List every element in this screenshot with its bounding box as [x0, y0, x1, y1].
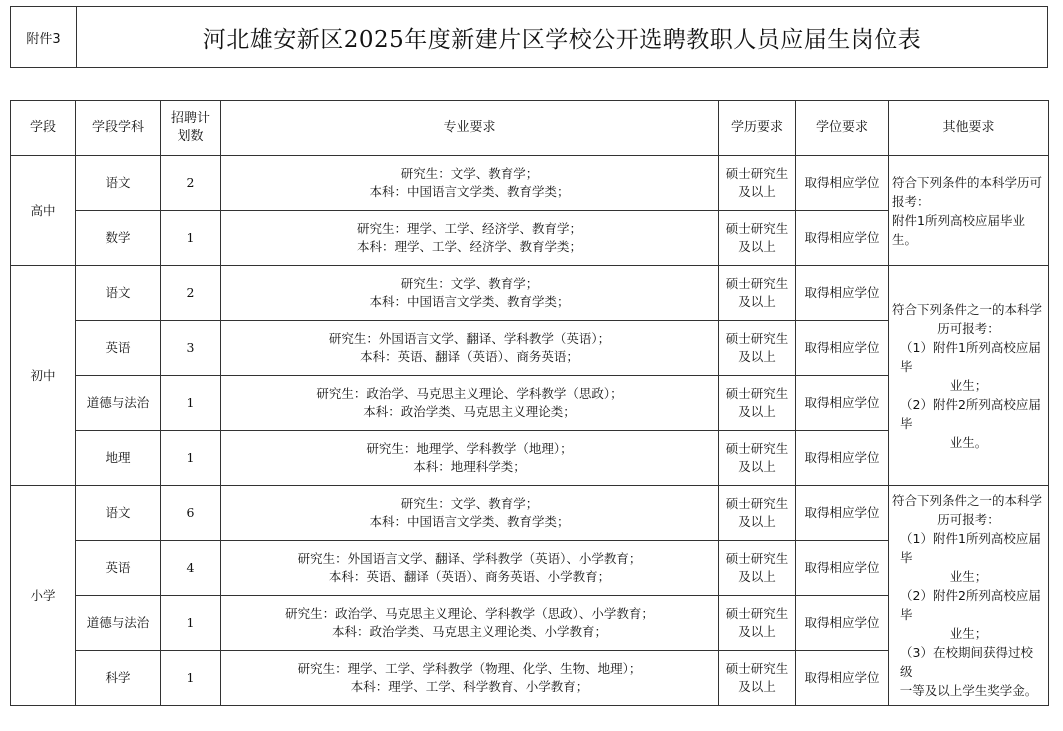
degree-cell: 取得相应学位 [796, 211, 889, 266]
major-undergraduate: 本科：英语、翻译（英语）、商务英语； [360, 349, 579, 364]
degree-cell: 取得相应学位 [796, 156, 889, 211]
count-cell: 1 [161, 596, 221, 651]
other-requirement-line: 业生； [949, 569, 988, 584]
other-requirement-line: 符合下列条件之一的本科学 [892, 301, 1043, 317]
other-requirement-line: （2）附件2所列高校应届毕 [900, 588, 1041, 622]
other-requirement-line: 符合下列条件的本科学历可 [892, 174, 1043, 190]
major-graduate: 研究生：政治学、马克思主义理论、学科教学（思政）、小学教育； [285, 606, 654, 621]
column-header: 学历要求 [719, 101, 796, 156]
other-requirements-cell [889, 266, 1049, 486]
major-undergraduate: 本科：中国语言文学类、教育学类； [369, 184, 570, 199]
stage-cell: 初中 [11, 266, 76, 486]
column-header: 专业要求 [221, 101, 719, 156]
major-cell [221, 376, 719, 431]
education-cell: 硕士研究生及以上 [719, 321, 796, 376]
major-graduate: 研究生：外国语言文学、翻译、学科教学（英语）； [328, 331, 611, 346]
major-cell [221, 541, 719, 596]
subject-cell: 语文 [76, 486, 161, 541]
major-graduate: 研究生：文学、教育学； [400, 166, 539, 181]
other-requirement-line: （2）附件2所列高校应届毕 [900, 396, 1041, 431]
stage-cell: 小学 [11, 486, 76, 706]
page-title: 河北雄安新区2025年度新建片区学校公开选聘教职人员应届生岗位表 [202, 26, 922, 53]
table-header-row [11, 101, 1049, 156]
major-graduate: 研究生：理学、工学、学科教学（物理、化学、生物、地理）； [297, 661, 642, 676]
subject-cell: 语文 [76, 266, 161, 321]
subject-cell: 道德与法治 [76, 376, 161, 431]
other-requirements-cell [889, 156, 1049, 266]
education-cell: 硕士研究生及以上 [719, 486, 796, 541]
major-graduate: 研究生：政治学、马克思主义理论、学科教学（思政）； [316, 386, 623, 401]
major-undergraduate: 本科：中国语言文学类、教育学类； [369, 294, 570, 309]
degree-cell: 取得相应学位 [796, 321, 889, 376]
major-cell [221, 651, 719, 706]
major-graduate: 研究生：地理学、学科教学（地理）； [366, 441, 573, 456]
stage-cell: 高中 [11, 156, 76, 266]
count-cell: 1 [161, 431, 221, 486]
other-requirement-line: （1）附件1所列高校应届毕 [900, 339, 1041, 374]
major-undergraduate: 本科：英语、翻译（英语）、商务英语、小学教育； [328, 569, 611, 584]
table-row [11, 156, 1049, 211]
major-cell [221, 596, 719, 651]
positions-table [10, 100, 1049, 706]
major-cell [221, 431, 719, 486]
major-graduate: 研究生：文学、教育学； [400, 276, 539, 291]
count-cell: 1 [161, 651, 221, 706]
count-cell: 2 [161, 156, 221, 211]
other-requirement-line: 生。 [892, 231, 918, 247]
education-cell: 硕士研究生及以上 [719, 651, 796, 706]
subject-cell: 数学 [76, 211, 161, 266]
degree-cell: 取得相应学位 [796, 266, 889, 321]
subject-cell: 科学 [76, 651, 161, 706]
other-requirement-line: （1）附件1所列高校应届毕 [900, 531, 1041, 565]
major-undergraduate: 本科：政治学类、马克思主义理论类； [363, 404, 576, 419]
count-cell: 3 [161, 321, 221, 376]
other-requirement-line: （3）在校期间获得过校级 [900, 645, 1033, 679]
degree-cell: 取得相应学位 [796, 431, 889, 486]
count-cell: 4 [161, 541, 221, 596]
column-header: 学段 [11, 101, 76, 156]
subject-cell: 道德与法治 [76, 596, 161, 651]
document-header [10, 6, 1048, 68]
education-cell: 硕士研究生及以上 [719, 376, 796, 431]
table-body [11, 156, 1049, 706]
other-requirement-line: 符合下列条件之一的本科学 [892, 493, 1043, 508]
other-requirement-line: 历可报考： [937, 512, 1000, 527]
count-cell: 6 [161, 486, 221, 541]
attachment-label: 附件3 [11, 7, 77, 67]
major-cell [221, 486, 719, 541]
education-cell: 硕士研究生及以上 [719, 596, 796, 651]
count-cell: 2 [161, 266, 221, 321]
major-graduate: 研究生：理学、工学、经济学、教育学； [356, 221, 582, 236]
degree-cell: 取得相应学位 [796, 486, 889, 541]
column-header: 学位要求 [796, 101, 889, 156]
other-requirement-line: 业生； [949, 377, 988, 393]
other-requirement-line: 业生； [949, 626, 988, 641]
column-header: 其他要求 [889, 101, 1049, 156]
subject-cell: 英语 [76, 321, 161, 376]
count-cell: 1 [161, 211, 221, 266]
degree-cell: 取得相应学位 [796, 651, 889, 706]
other-requirement-line: 业生。 [949, 434, 988, 450]
other-requirement-line: 附件1所列高校应届毕业 [892, 212, 1025, 228]
subject-cell: 语文 [76, 156, 161, 211]
major-cell [221, 156, 719, 211]
education-cell: 硕士研究生及以上 [719, 266, 796, 321]
other-requirement-line: 一等及以上学生奖学金。 [899, 683, 1038, 698]
major-undergraduate: 本科：政治学类、马克思主义理论类、小学教育； [331, 624, 607, 639]
table-row [11, 266, 1049, 321]
major-cell [221, 266, 719, 321]
major-cell [221, 211, 719, 266]
major-undergraduate: 本科：地理科学类； [413, 459, 526, 474]
education-cell: 硕士研究生及以上 [719, 431, 796, 486]
education-cell: 硕士研究生及以上 [719, 211, 796, 266]
other-requirements-cell [889, 486, 1049, 706]
subject-cell: 地理 [76, 431, 161, 486]
other-requirement-line: 报考： [892, 193, 930, 209]
degree-cell: 取得相应学位 [796, 596, 889, 651]
education-cell: 硕士研究生及以上 [719, 541, 796, 596]
major-undergraduate: 本科：理学、工学、科学教育、小学教育； [350, 679, 589, 694]
column-header: 学段学科 [76, 101, 161, 156]
education-cell: 硕士研究生及以上 [719, 156, 796, 211]
major-graduate: 研究生：文学、教育学； [400, 496, 539, 511]
major-cell [221, 321, 719, 376]
other-requirement-line: 历可报考： [937, 320, 1000, 336]
degree-cell: 取得相应学位 [796, 541, 889, 596]
column-header: 招聘计 划数 [161, 101, 221, 156]
major-graduate: 研究生：外国语言文学、翻译、学科教学（英语）、小学教育； [297, 551, 642, 566]
table-row [11, 486, 1049, 541]
subject-cell: 英语 [76, 541, 161, 596]
degree-cell: 取得相应学位 [796, 376, 889, 431]
major-undergraduate: 本科：中国语言文学类、教育学类； [369, 514, 570, 529]
count-cell: 1 [161, 376, 221, 431]
major-undergraduate: 本科：理学、工学、经济学、教育学类； [356, 239, 582, 254]
